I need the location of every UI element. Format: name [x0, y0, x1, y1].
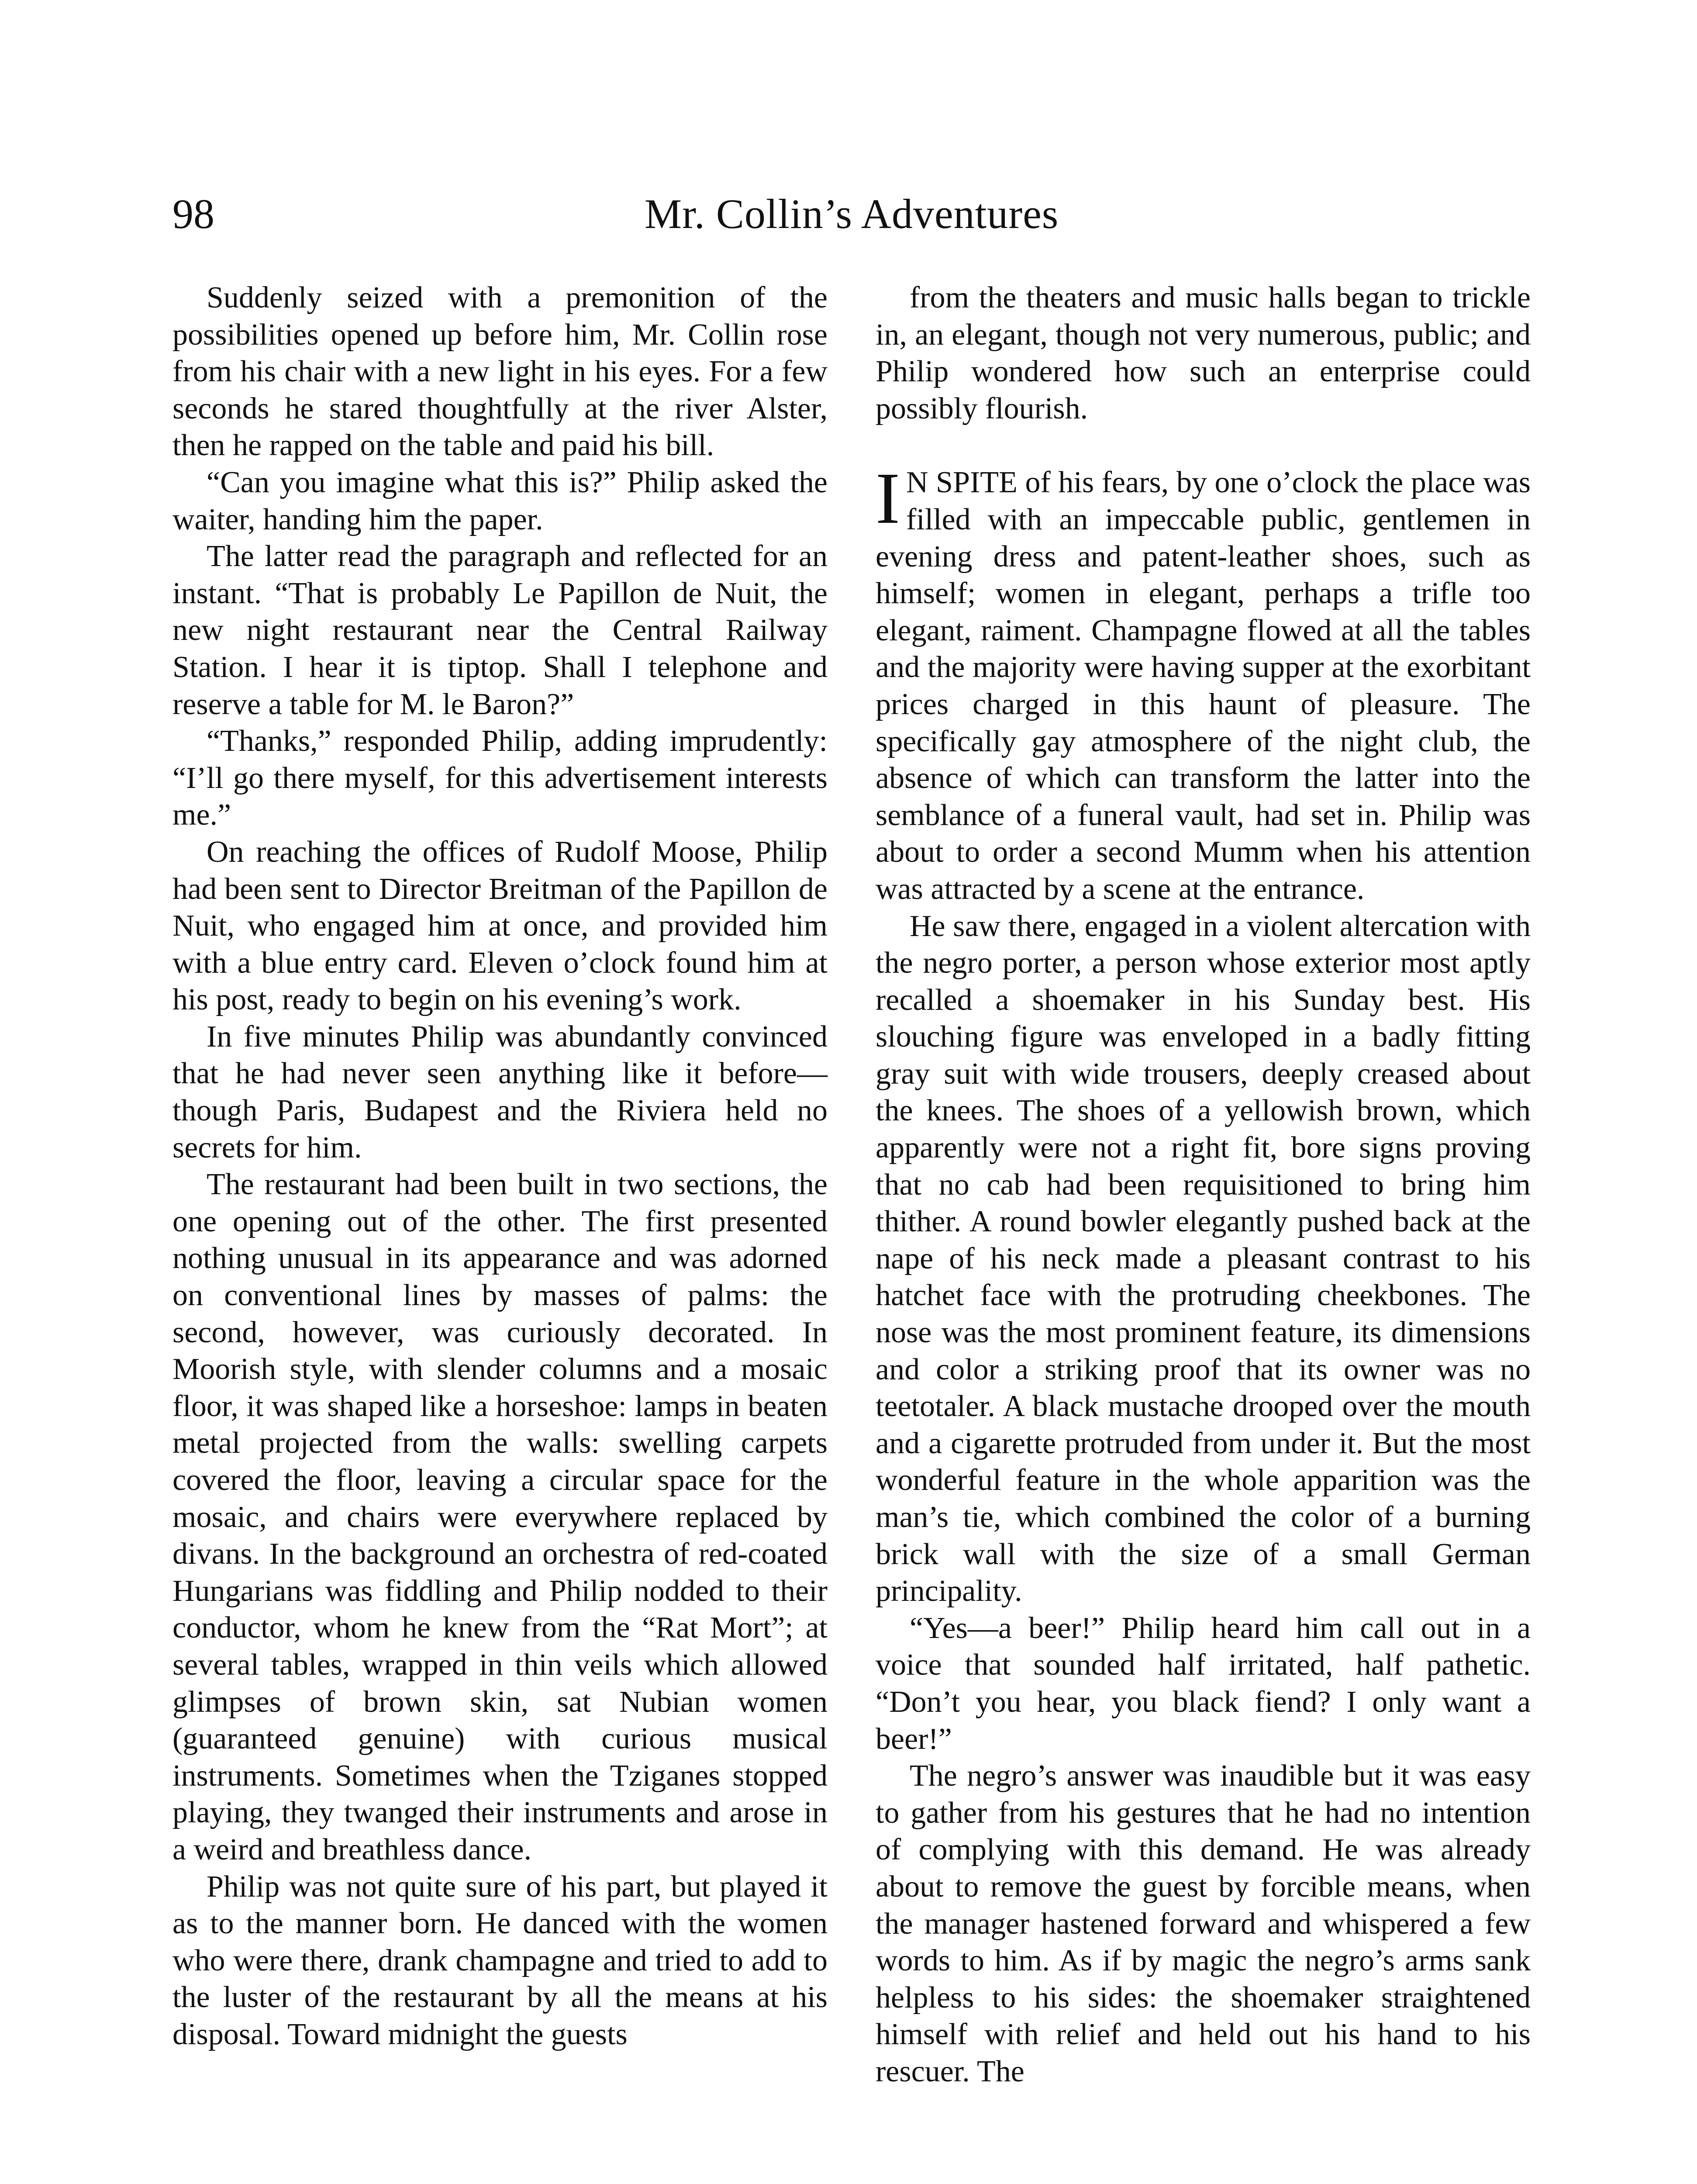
paragraph: The restaurant had been built in two sections, the one opening out of the other. The first presented nothing unusual in its appearance and was adorned on conventional lines by masses of palms: the second, however, was curiously decorated. In Moorish style, with slender columns and a mosaic floor, it was shaped like a horseshoe: lamps in beaten metal projected from the walls: swelling carpets covered the floor, leaving a circular space for the mosaic, and chairs were everywhere replaced by divans. In the background an orchestra of red-coated Hungarians was fiddling and Philip nodded to their conductor, whom he knew from the “Rat Mort”; at several tables, wrapped in thin veils which allowed glimpses of brown skin, sat Nubian women (guaranteed genuine) with curious musical instruments. Sometimes when the Tziganes stopped playing, they twanged their instruments and arose in a weird and breathless dance. [172, 1168, 828, 1866]
paragraph: He saw there, engaged in a violent altercation with the negro porter, a person whose exterior most aptly recalled a shoemaker in his Sunday best. His slouching figure was enveloped in a badly fitting gray suit with wide trousers, deeply creased about the knees. The shoes of a yellowish brown, which apparently were not a right fit, bore signs proving that no cab had been requisitioned to bring him thither. A round bowler elegantly pushed back at the nape of his neck made a pleasant contrast to his hatchet face with the protruding cheekbones. The nose was the most prominent feature, its dimensions and color a striking proof that its owner was no teetotaler. A black mustache drooped over the mouth and a cigarette protruded from under it. But the most wonderful feature in the whole apparition was the man’s tie, which combined the color of a burning brick wall with the size of a small German principality. [876, 909, 1531, 1608]
continued-paragraph: from the theaters and music halls began to trickle in, an elegant, though not very numerous, public; and Philip wondered how such an enterprise could possibly flourish. [876, 281, 1531, 425]
drop-cap: I [876, 458, 900, 539]
paragraph: In five minutes Philip was abundantly convinced that he had never seen anything like it before—though Paris, Budapest and the Riviera held no secrets for him. [172, 1019, 828, 1165]
section-text: of his fears, by one o’clock the place was filled with an impeccable public, gentlemen in evening dress and patent-leather shoes, such as himself; women in elegant, perhaps a trifle too elegant, raiment. Champagne flowed at all the tables and the majority were having supper at the exorbitant prices charged in this haunt of pleasure. The specifically gay atmosphere of the night club, the absence of which can transform the latter into the semblance of a funeral vault, had set in. Philip was about to order a second Mumm when his attention was attracted by a scene at the entrance. [876, 466, 1531, 906]
page-header [172, 188, 1531, 245]
page-number: 98 [172, 190, 214, 237]
section-lead-caps: N SPITE [906, 466, 1018, 500]
paragraph: The latter read the paragraph and reflected for an instant. “That is probably Le Papillon de Nuit, the new night restaurant near the Central Railway Station. I hear it is tiptop. Shall I telephone and reserve a table for M. le Baron?” [172, 539, 828, 721]
paragraph: The negro’s answer was inaudible but it was easy to gather from his gestures that he had no intention of complying with this demand. He was already about to remove the guest by forcible means, when the manager hastened forward and whispered a few words to him. As if by magic the negro’s arms sank helpless to his sides: the shoemaker straightened himself with relief and held out his hand to his rescuer. The [876, 1759, 1531, 2088]
paragraph: Suddenly seized with a premonition of the possibilities opened up before him, Mr. Collin rose from his chair with a new light in his eyes. For a few seconds he stared thoughtfully at the river Alster, then he rapped on the table and paid his bill. [172, 281, 828, 463]
paragraph: On reaching the offices of Rudolf Moose, Philip had been sent to Director Breitman of the Papillon de Nuit, who engaged him at once, and provided him with a blue entry card. Eleven o’clock found him at his post, ready to begin on his evening’s work. [172, 835, 828, 1017]
section-opening-paragraph [876, 458, 1531, 908]
paragraph: “Thanks,” responded Philip, adding imprudently: “I’ll go there myself, for this advertisement interests me.” [172, 724, 828, 832]
running-title: Mr. Collin’s Adventures [644, 190, 1059, 237]
paragraph: “Yes—a beer!” Philip heard him call out in a voice that sounded half irritated, half pathetic. “Don’t you hear, you black fiend? I only want a beer!” [876, 1611, 1531, 1756]
paragraph: Philip was not quite sure of his part, but played it as to the manner born. He danced with the women who were there, drank champagne and tried to add to the luster of the restaurant by all the means at his disposal. Toward midnight the guests [172, 1870, 828, 2051]
paragraph: “Can you imagine what this is?” Philip asked the waiter, handing him the paper. [172, 465, 828, 536]
left-column [172, 280, 828, 2053]
right-column [876, 280, 1531, 2091]
